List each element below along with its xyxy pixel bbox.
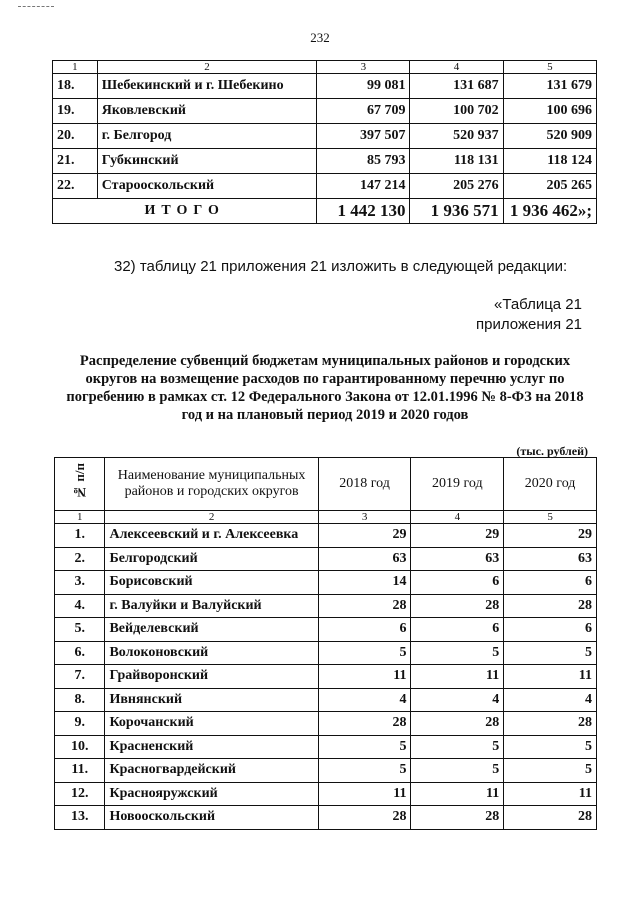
value-2020: 28	[504, 806, 597, 830]
value-2018: 5	[318, 641, 411, 665]
value-2020: 28	[504, 712, 597, 736]
row-number: 8.	[55, 688, 105, 712]
col-number: 3	[317, 61, 410, 74]
amendment-paragraph: 32) таблицу 21 приложения 21 изложить в следующей редакции:	[114, 258, 568, 275]
district-name: г. Белгород	[97, 124, 317, 149]
table-title: Распределение субвенций бюджетам муниципальных районов и городских округов на возмещение расходов по гарантированному перечню услуг по погребению в рамках ст. 12 Федерального Закона от 12.01.1996 № 8-ФЗ на 2018 год и на плановый период 2019 и 2020 годов	[66, 353, 584, 423]
col-number: 5	[503, 61, 596, 74]
value-2020: 11	[504, 782, 597, 806]
value-2018: 28	[318, 594, 411, 618]
table-row	[55, 641, 597, 665]
col-number: 3	[318, 511, 411, 524]
table-row	[55, 735, 597, 759]
district-name: Новооскольский	[105, 806, 318, 830]
col-number: 1	[53, 61, 98, 74]
header-num-text: № п/п	[71, 463, 87, 500]
district-name: Красногвардейский	[105, 759, 318, 783]
value-2019: 118 131	[410, 149, 503, 174]
value-2020: 520 909	[503, 124, 596, 149]
district-name: Яковлевский	[97, 99, 317, 124]
value-2020: 205 265	[503, 174, 596, 199]
scan-artifact	[18, 6, 54, 7]
value-2018: 29	[318, 524, 411, 548]
value-2018: 11	[318, 782, 411, 806]
value-2019: 6	[411, 571, 504, 595]
value-2018: 397 507	[317, 124, 410, 149]
row-number: 2.	[55, 547, 105, 571]
district-name: Волоконовский	[105, 641, 318, 665]
value-2018: 147 214	[317, 174, 410, 199]
table-row	[53, 149, 597, 174]
value-2019: 131 687	[410, 74, 503, 99]
row-number: 19.	[53, 99, 98, 124]
value-2018: 28	[318, 712, 411, 736]
value-2019: 29	[411, 524, 504, 548]
row-number: 9.	[55, 712, 105, 736]
table-caption-line1: «Таблица 21	[493, 296, 582, 313]
table-row	[53, 174, 597, 199]
value-2018: 63	[318, 547, 411, 571]
row-number: 22.	[53, 174, 98, 199]
total-2019: 1 936 571	[410, 199, 503, 224]
value-2019: 5	[411, 759, 504, 783]
table-row	[55, 712, 597, 736]
value-2018: 6	[318, 618, 411, 642]
value-2020: 29	[504, 524, 597, 548]
header-2020: 2020 год	[504, 458, 597, 511]
units-label: (тыс. рублей)	[516, 444, 588, 458]
col-number: 4	[411, 511, 504, 524]
col-number: 1	[55, 511, 105, 524]
value-2020: 6	[504, 618, 597, 642]
value-2019: 11	[411, 665, 504, 689]
district-name: Старооскольский	[97, 174, 317, 199]
table-row	[55, 782, 597, 806]
row-number: 11.	[55, 759, 105, 783]
column-number-row	[53, 61, 597, 74]
value-2020: 5	[504, 641, 597, 665]
col-number: 5	[504, 511, 597, 524]
value-2018: 28	[318, 806, 411, 830]
header-2019: 2019 год	[411, 458, 504, 511]
row-number: 6.	[55, 641, 105, 665]
table-row	[55, 806, 597, 830]
table-caption-line2: приложения 21	[476, 316, 582, 333]
header-name: Наименование муниципальных районов и городских округов	[105, 458, 318, 511]
row-number: 18.	[53, 74, 98, 99]
table-row	[55, 571, 597, 595]
value-2018: 5	[318, 735, 411, 759]
district-name: Грайворонский	[105, 665, 318, 689]
row-number: 7.	[55, 665, 105, 689]
table-row	[53, 74, 597, 99]
value-2019: 4	[411, 688, 504, 712]
district-name: Шебекинский и г. Шебекино	[97, 74, 317, 99]
value-2018: 4	[318, 688, 411, 712]
value-2018: 67 709	[317, 99, 410, 124]
value-2020: 4	[504, 688, 597, 712]
row-number: 5.	[55, 618, 105, 642]
value-2019: 205 276	[410, 174, 503, 199]
value-2018: 5	[318, 759, 411, 783]
value-2020: 63	[504, 547, 597, 571]
district-name: Алексеевский и г. Алексеевка	[105, 524, 318, 548]
row-number: 4.	[55, 594, 105, 618]
value-2020: 131 679	[503, 74, 596, 99]
total-label: ИТОГО	[53, 199, 317, 224]
value-2018: 14	[318, 571, 411, 595]
row-number: 10.	[55, 735, 105, 759]
district-name: Губкинский	[97, 149, 317, 174]
value-2018: 11	[318, 665, 411, 689]
district-name: Корочанский	[105, 712, 318, 736]
district-name: Ивнянский	[105, 688, 318, 712]
district-name: г. Валуйки и Валуйский	[105, 594, 318, 618]
district-name: Белгородский	[105, 547, 318, 571]
table-row	[53, 124, 597, 149]
header-num	[55, 458, 105, 511]
table-row	[55, 524, 597, 548]
col-number: 2	[97, 61, 317, 74]
previous-table-body	[53, 74, 597, 199]
previous-table	[52, 60, 597, 224]
main-table	[54, 457, 597, 830]
value-2019: 11	[411, 782, 504, 806]
table-row	[55, 618, 597, 642]
district-name: Борисовский	[105, 571, 318, 595]
table-row	[55, 759, 597, 783]
value-2019: 28	[411, 712, 504, 736]
row-number: 13.	[55, 806, 105, 830]
value-2018: 99 081	[317, 74, 410, 99]
value-2019: 6	[411, 618, 504, 642]
row-number: 21.	[53, 149, 98, 174]
value-2019: 100 702	[410, 99, 503, 124]
value-2019: 28	[411, 594, 504, 618]
total-row	[53, 199, 597, 224]
value-2018: 85 793	[317, 149, 410, 174]
value-2020: 118 124	[503, 149, 596, 174]
value-2020: 5	[504, 735, 597, 759]
value-2020: 6	[504, 571, 597, 595]
value-2020: 100 696	[503, 99, 596, 124]
district-name: Красненский	[105, 735, 318, 759]
main-table-body	[55, 524, 597, 830]
value-2019: 5	[411, 641, 504, 665]
header-2018: 2018 год	[318, 458, 411, 511]
col-number: 4	[410, 61, 503, 74]
value-2019: 28	[411, 806, 504, 830]
total-2020: 1 936 462»;	[503, 199, 596, 224]
header-row	[55, 458, 597, 511]
col-number: 2	[105, 511, 318, 524]
value-2020: 28	[504, 594, 597, 618]
row-number: 3.	[55, 571, 105, 595]
page-number: 232	[310, 30, 330, 45]
table-row	[55, 594, 597, 618]
table-row	[53, 99, 597, 124]
value-2019: 63	[411, 547, 504, 571]
row-number: 12.	[55, 782, 105, 806]
total-2018: 1 442 130	[317, 199, 410, 224]
value-2020: 11	[504, 665, 597, 689]
value-2020: 5	[504, 759, 597, 783]
district-name: Краснояружский	[105, 782, 318, 806]
table-row	[55, 665, 597, 689]
table-row	[55, 547, 597, 571]
row-number: 1.	[55, 524, 105, 548]
value-2019: 5	[411, 735, 504, 759]
row-number: 20.	[53, 124, 98, 149]
table-row	[55, 688, 597, 712]
column-number-row	[55, 511, 597, 524]
district-name: Вейделевский	[105, 618, 318, 642]
value-2019: 520 937	[410, 124, 503, 149]
